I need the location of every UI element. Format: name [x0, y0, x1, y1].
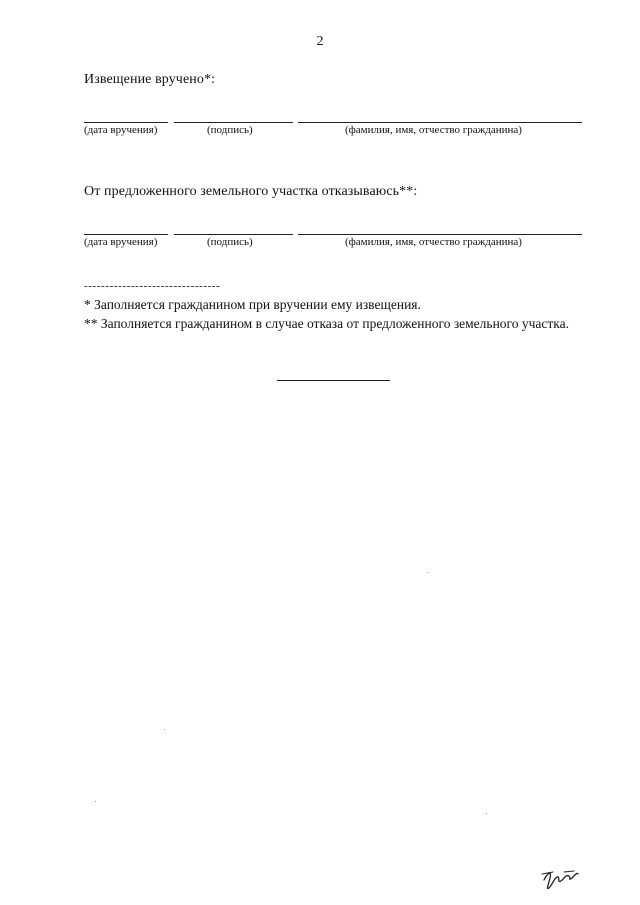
footnote-1: * Заполняется гражданином при вручении ему извещения.: [84, 297, 421, 312]
page-number: 2: [316, 34, 324, 49]
scan-speck: [486, 813, 487, 814]
end-rule: [277, 380, 390, 381]
refusal-date-line: [84, 234, 168, 235]
notice-heading: Извещение вручено*:: [84, 72, 216, 87]
refusal-name-line: [298, 234, 582, 235]
notice-signature-line: [174, 122, 293, 123]
scan-speck: [427, 572, 428, 573]
refusal-name-caption: (фамилия, имя, отчество гражданина): [345, 236, 522, 248]
notice-date-line: [84, 122, 168, 123]
notice-signature-caption: (подпись): [207, 124, 253, 136]
refusal-date-caption: (дата вручения): [84, 236, 158, 248]
refusal-signature-caption: (подпись): [207, 236, 253, 248]
footnote-separator: --------------------------------: [84, 280, 221, 292]
scan-speck: [95, 801, 96, 802]
notice-name-caption: (фамилия, имя, отчество гражданина): [345, 124, 522, 136]
scan-speck: [164, 729, 165, 730]
footnote-2: ** Заполняется гражданином в случае отказа от предложенного земельного участка.: [84, 316, 570, 331]
notice-name-line: [298, 122, 582, 123]
handwritten-initials-mark: [540, 862, 580, 894]
notice-date-caption: (дата вручения): [84, 124, 158, 136]
refusal-heading: От предложенного земельного участка отказываюсь**:: [84, 184, 418, 199]
refusal-signature-line: [174, 234, 293, 235]
